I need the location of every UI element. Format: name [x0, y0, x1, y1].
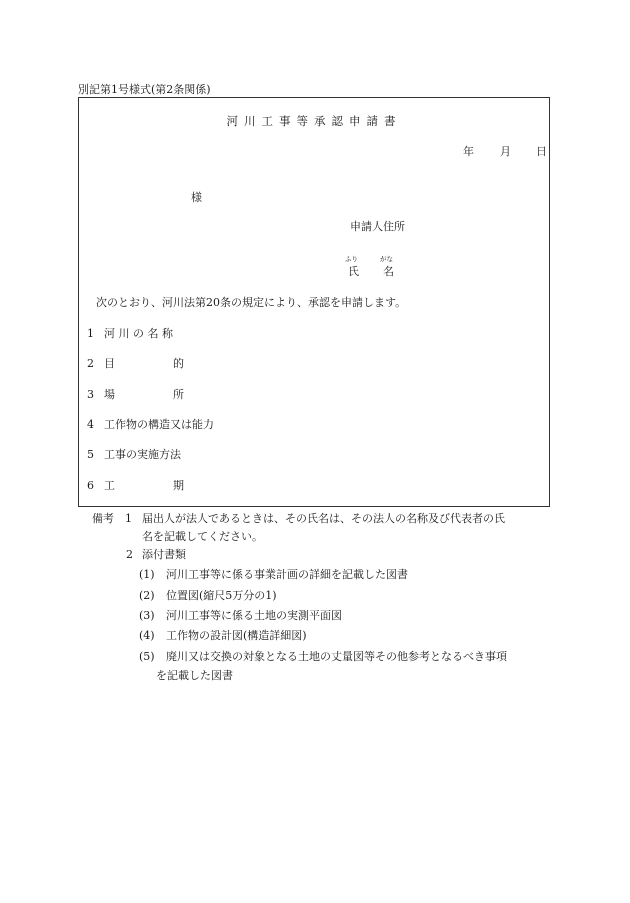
date-month-label: 月: [500, 145, 511, 158]
note1-line1: 届出人が法人であるときは、その氏名は、その法人の名称及び代表者の氏: [142, 512, 505, 525]
application-intro: 次のとおり、河川法第20条の規定により、承認を申請します。: [96, 296, 407, 309]
item-label-place-b: 所: [173, 388, 184, 401]
attachment-number: (2): [139, 589, 155, 602]
item-label-structure: 工作物の構造又は能力: [104, 418, 214, 431]
attachment-item: 河川工事等に係る土地の実測平面図: [166, 609, 342, 622]
form-label: 別記第1号様式(第2条関係): [78, 83, 211, 96]
attachment-item: 廃川又は交換の対象となる土地の丈量図等その他参考となるべき事項: [166, 650, 507, 663]
note-number: 2: [126, 548, 133, 561]
item-number: 4: [87, 418, 94, 431]
item-label-period-b: 期: [173, 479, 184, 492]
attachment-item-continuation: を記載した図書: [156, 669, 233, 682]
date-year-label: 年: [463, 145, 474, 158]
furigana-ga: がな: [380, 255, 393, 263]
item-number: 6: [87, 479, 94, 492]
attachment-item: 位置図(縮尺5万分の1): [166, 589, 277, 602]
item-label-purpose-a: 目: [104, 357, 115, 370]
attachment-number: (3): [139, 609, 155, 622]
item-label-period-a: 工: [104, 479, 115, 492]
applicant-address-label: 申請人住所: [350, 220, 405, 233]
name-label-shi: 氏: [348, 265, 359, 278]
attachment-number: (5): [139, 650, 155, 663]
form-title: 河川工事等承認申請書: [226, 114, 402, 128]
note-number: 1: [125, 512, 132, 525]
attachment-number: (4): [139, 629, 155, 642]
item-number: 3: [87, 388, 94, 401]
attachment-number: (1): [139, 568, 155, 581]
addressee-suffix: 様: [191, 191, 202, 204]
item-label-purpose-b: 的: [173, 357, 184, 370]
item-label-method: 工事の実施方法: [104, 448, 181, 461]
item-label-river-name: 河 川 の 名 称: [104, 327, 173, 340]
attachment-item: 工作物の設計図(構造詳細図): [166, 629, 307, 642]
furigana-fu: ふり: [345, 255, 358, 263]
item-number: 2: [87, 357, 94, 370]
name-label-mei: 名: [383, 265, 394, 278]
date-day-label: 日: [536, 145, 547, 158]
item-number: 1: [87, 327, 94, 340]
note2-title: 添付書類: [142, 548, 186, 561]
item-label-place-a: 場: [104, 388, 115, 401]
remarks-heading: 備考: [92, 512, 114, 525]
note1-line2: 名を記載してください。: [142, 530, 263, 543]
attachment-item: 河川工事等に係る事業計画の詳細を記載した図書: [166, 568, 408, 581]
item-number: 5: [87, 448, 94, 461]
